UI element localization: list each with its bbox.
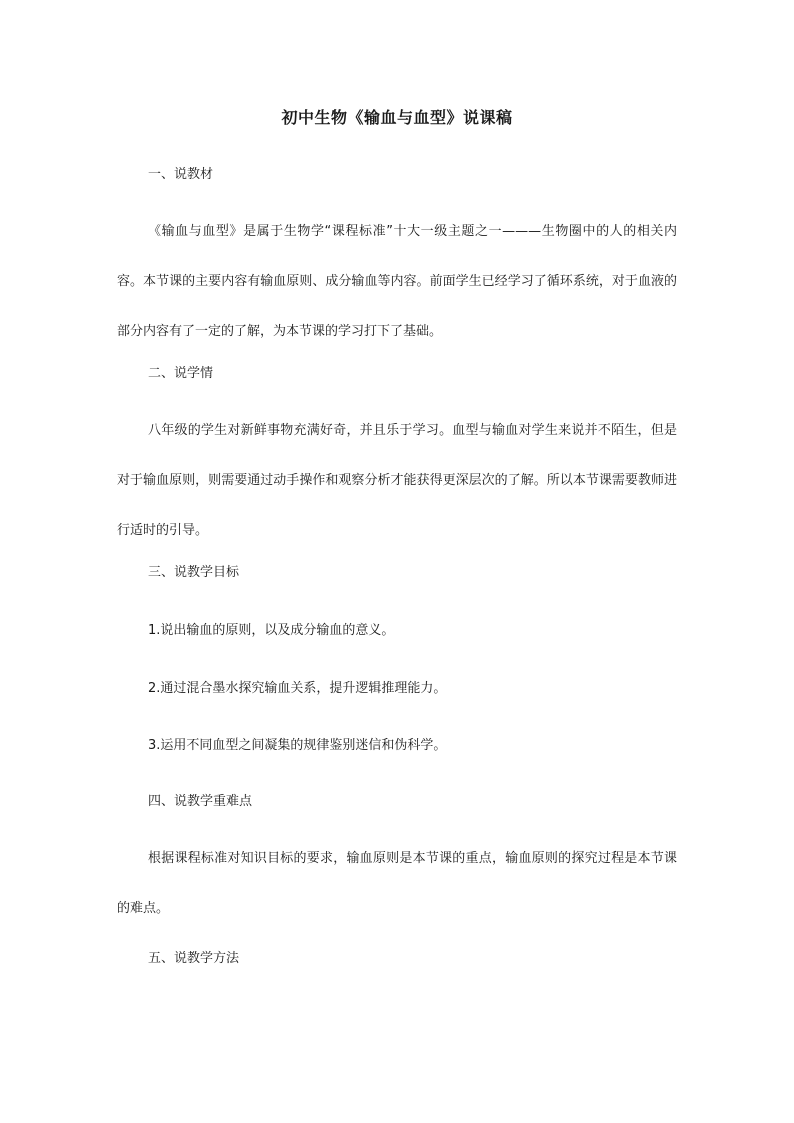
page-title: 初中生物《输血与血型》说课稿 bbox=[281, 108, 513, 127]
section-heading-teaching-material: 一、说教材 bbox=[148, 167, 214, 182]
section-heading-teaching-objectives: 三、说教学目标 bbox=[148, 565, 240, 580]
section-heading-key-difficult-points: 四、说教学重难点 bbox=[148, 794, 253, 809]
section-paragraph-student-analysis: 八年级的学生对新鲜事物充满好奇，并且乐于学习。血型与输血对学生来说并不陌生，但是对于输血原则，则需要通过动手操作和观察分析才能获得更深层次的了解。所以本节课需要教师进行适时的引导。 bbox=[117, 423, 677, 538]
section-heading-teaching-methods: 五、说教学方法 bbox=[148, 951, 240, 966]
section-paragraph-key-difficult-points: 根据课程标准对知识目标的要求，输血原则是本节课的重点，输血原则的探究过程是本节课的难点。 bbox=[117, 851, 677, 916]
objective-item: 3.运用不同血型之间凝集的规律鉴别迷信和伪科学。 bbox=[148, 738, 447, 753]
objective-item: 2.通过混合墨水探究输血关系，提升逻辑推理能力。 bbox=[148, 681, 447, 696]
section-paragraph-teaching-material: 《输血与血型》是属于生物学“课程标准”十大一级主题之一———生物圈中的人的相关内容。本节课的主要内容有输血原则、成分输血等内容。前面学生已经学习了循环系统，对于血液的部分内容有了一定的了解，为本节课的学习打下了基础。 bbox=[117, 224, 677, 339]
section-heading-student-analysis: 二、说学情 bbox=[148, 366, 214, 381]
objective-item: 1.说出输血的原则，以及成分输血的意义。 bbox=[148, 623, 395, 638]
